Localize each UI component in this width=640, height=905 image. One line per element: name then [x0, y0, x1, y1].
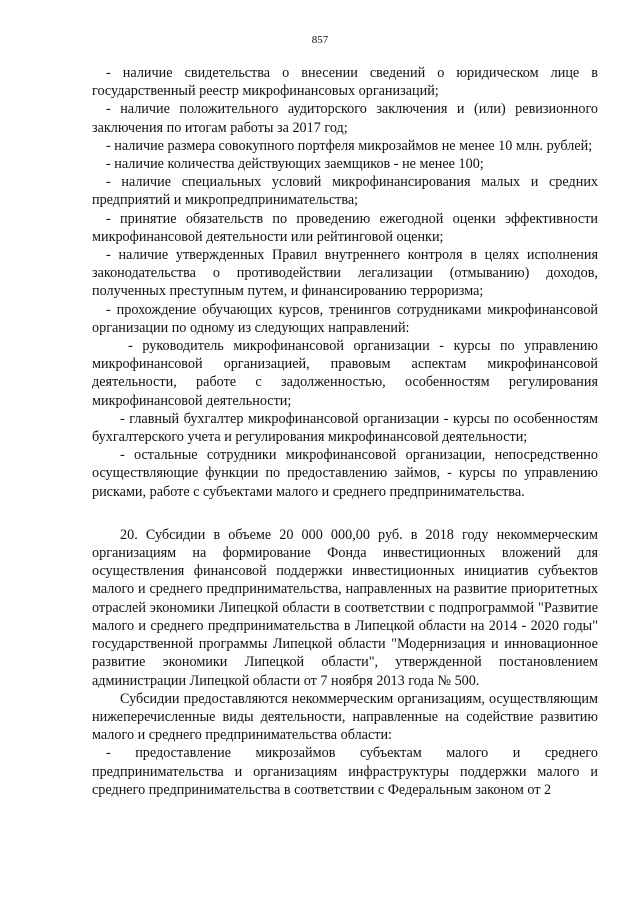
paragraph: - главный бухгалтер микрофинансовой организации - курсы по особенностям бухгалтерского учета и регулирования микрофинансовой деятельности; — [92, 410, 598, 446]
paragraph: - принятие обязательств по проведению ежегодной оценки эффективности микрофинансовой деятельности или рейтинговой оценки; — [92, 210, 598, 245]
paragraph: 20. Субсидии в объеме 20 000 000,00 руб. в 2018 году некоммерческим организациям на формирование Фонда инвестиционных вложений для осуществления финансовой поддержки инвестиционных инициатив субъектов малого и среднего предпринимательства, направленных на развитие приоритетных отраслей экономики Липецкой области в соответствии с подпрограммой "Развитие малого и среднего предпринимательства в Липецкой области на 2014 - 2020 годы" государственной программы Липецкой области "Модернизация и инновационное развитие экономики Липецкой области", утвержденной постановлением администрации Липецкой области от 7 ноября 2013 года № 500. — [92, 526, 598, 689]
paragraph: Субсидии предоставляются некоммерческим организациям, осуществляющим нижеперечисленные виды деятельности, направленные на содействие развитию малого и среднего предпринимательства области: — [92, 690, 598, 744]
paragraph: - остальные сотрудники микрофинансовой организации, непосредственно осуществляющие функции по предоставлению займов, - курсы по управлению рисками, работе с субъектами малого и среднего предпринимательства. — [92, 447, 598, 500]
paragraph: - предоставление микрозаймов субъектам малого и среднего предпринимательства и организациям инфраструктуры поддержки малого и среднего предпринимательства в соответствии с Федеральным законом от 2 — [92, 745, 598, 798]
paragraph: - наличие количества действующих заемщиков - не менее 100; — [106, 156, 484, 173]
paragraph: - наличие положительного аудиторского заключения и (или) ревизионного заключения по итогам работы за 2017 год; — [92, 101, 598, 136]
paragraph: - руководитель микрофинансовой организации - курсы по управлению микрофинансовой организацией, правовым аспектам микрофинансовой деятельности, работе с задолженностью, особенностям регулирования микрофинансовой деятельности; — [92, 338, 598, 409]
paragraph: - прохождение обучающих курсов, тренингов сотрудниками микрофинансовой организации по одному из следующих направлений: — [92, 301, 598, 336]
document-body — [92, 64, 598, 799]
paragraph: - наличие утвержденных Правил внутреннего контроля в целях исполнения законодательства о противодействии легализации (отмыванию) доходов, полученных преступным путем, и финансированию терроризма; — [92, 247, 598, 300]
paragraph-spacer — [92, 501, 598, 526]
paragraph: - наличие специальных условий микрофинансирования малых и средних предприятий и микропредпринимательства; — [92, 174, 598, 209]
paragraph: - наличие размера совокупного портфеля микрозаймов не менее 10 млн. рублей; — [106, 137, 593, 154]
paragraph: - наличие свидетельства о внесении сведений о юридическом лице в государственный реестр микрофинансовых организаций; — [92, 65, 598, 100]
page-number: 857 — [311, 34, 329, 46]
